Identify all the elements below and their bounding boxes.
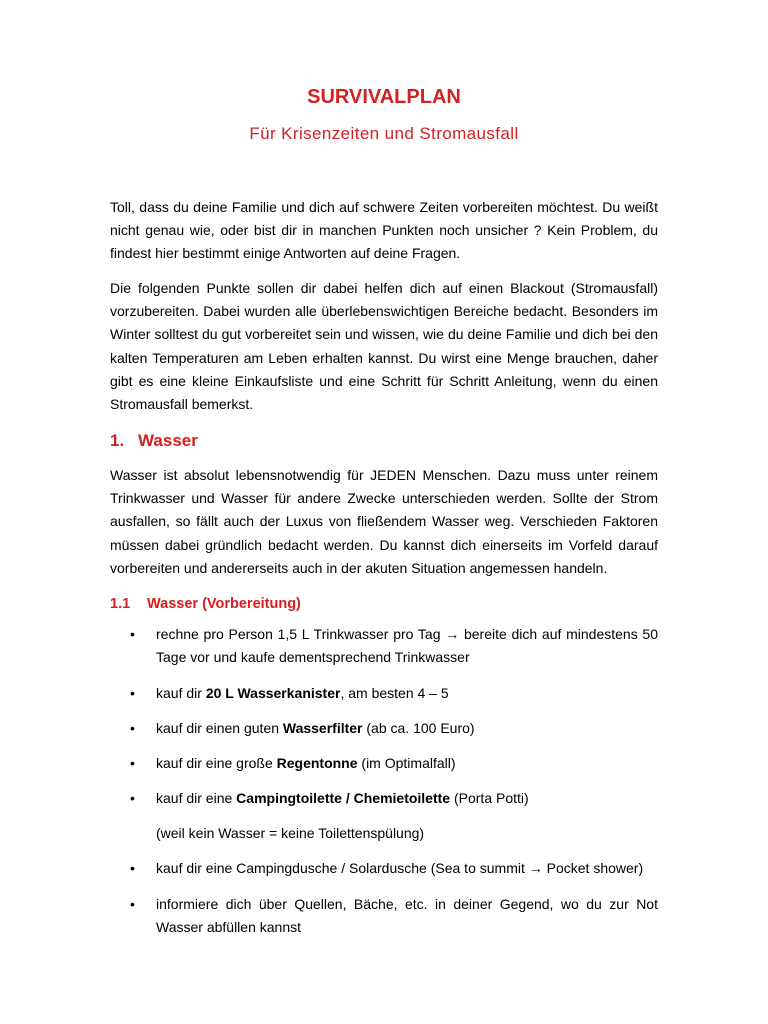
subsection-title: Wasser (Vorbereitung) <box>147 596 301 612</box>
bullet-icon: • <box>130 720 135 736</box>
list-item-text: kauf dir einen guten Wasserfilter (ab ca. 100 Euro) <box>156 720 475 736</box>
bullet-icon: • <box>130 626 135 642</box>
list-item-text: rechne pro Person 1,5 L Trinkwasser pro Tag → bereite dich auf mindestens 50 Tage vor und kaufe dementsprechend Trinkwasser <box>156 626 658 666</box>
intro-paragraph-2: Die folgenden Punkte sollen dir dabei helfen dich auf einen Blackout (Stromausfall) vorzubereiten. Dabei wurden alle überlebenswichtigen Bereiche bedacht. Besonders im Winter solltest du gut vorbereitet sein und wissen, wie du deine Familie und dich bei den kalten Temperaturen am Leben erhalten kannst. Du wirst eine Menge brauchen, daher gibt es eine kleine Einkaufsliste und eine Schritt für Schritt Anleitung, wenn du einen Stromausfall bemerkst. <box>110 280 658 413</box>
bullet-icon: • <box>130 860 135 876</box>
bullet-icon: • <box>130 896 135 912</box>
intro-paragraph-1: Toll, dass du deine Familie und dich auf schwere Zeiten vorbereiten möchtest. Du weißt nicht genau wie, oder bist dir in manchen Punkten noch unsicher ? Kein Problem, du findest hier bestimmt einige Antworten auf deine Fragen. <box>110 199 658 262</box>
list-item-text: kauf dir 20 L Wasserkanister, am besten 4 – 5 <box>156 685 449 701</box>
section-heading-wasser <box>110 431 198 451</box>
emphasis-text: Wasserfilter <box>282 720 363 736</box>
bullet-icon: • <box>130 685 135 701</box>
subsection-number: 1.1 <box>110 596 131 612</box>
section-number: 1. <box>110 431 125 450</box>
document-subtitle: Für Krisenzeiten und Stromausfall <box>249 124 519 143</box>
list-item-text: informiere dich über Quellen, Bäche, etc. in deiner Gegend, wo du zur Not Wasser abfüllen kannst <box>156 896 658 936</box>
bullet-icon: • <box>130 790 135 806</box>
section-title: Wasser <box>138 431 198 450</box>
emphasis-text: Regentonne <box>276 755 358 771</box>
list-item-text: kauf dir eine Campingdusche / Solardusche (Sea to summit → Pocket shower) <box>156 860 644 876</box>
emphasis-text: 20 L Wasserkanister <box>205 685 341 701</box>
section-paragraph-wasser: Wasser ist absolut lebensnotwendig für JEDEN Menschen. Dazu muss unter reinem Trinkwasser und Wasser für andere Zwecke unterschieden werden. Sollte der Strom ausfallen, so fällt auch der Luxus von fließendem Wasser weg. Verschieden Faktoren müssen dabei gründlich bedacht werden. Du kannst dich einerseits im Vorfeld darauf vorbereiten und andererseits auch in der akuten Situation angemessen handeln. <box>110 467 658 576</box>
list-item-text: kauf dir eine Campingtoilette / Chemietoilette (Porta Potti) <box>156 790 529 806</box>
list-item-text: kauf dir eine große Regentonne (im Optimalfall) <box>156 755 456 771</box>
bullet-icon: • <box>130 755 135 771</box>
list-note-text: (weil kein Wasser = keine Toilettenspülung) <box>156 825 425 841</box>
emphasis-text: Campingtoilette / Chemietoilette <box>236 790 451 806</box>
subsection-heading-vorbereitung <box>110 596 301 612</box>
document-title: SURVIVALPLAN <box>307 86 461 108</box>
